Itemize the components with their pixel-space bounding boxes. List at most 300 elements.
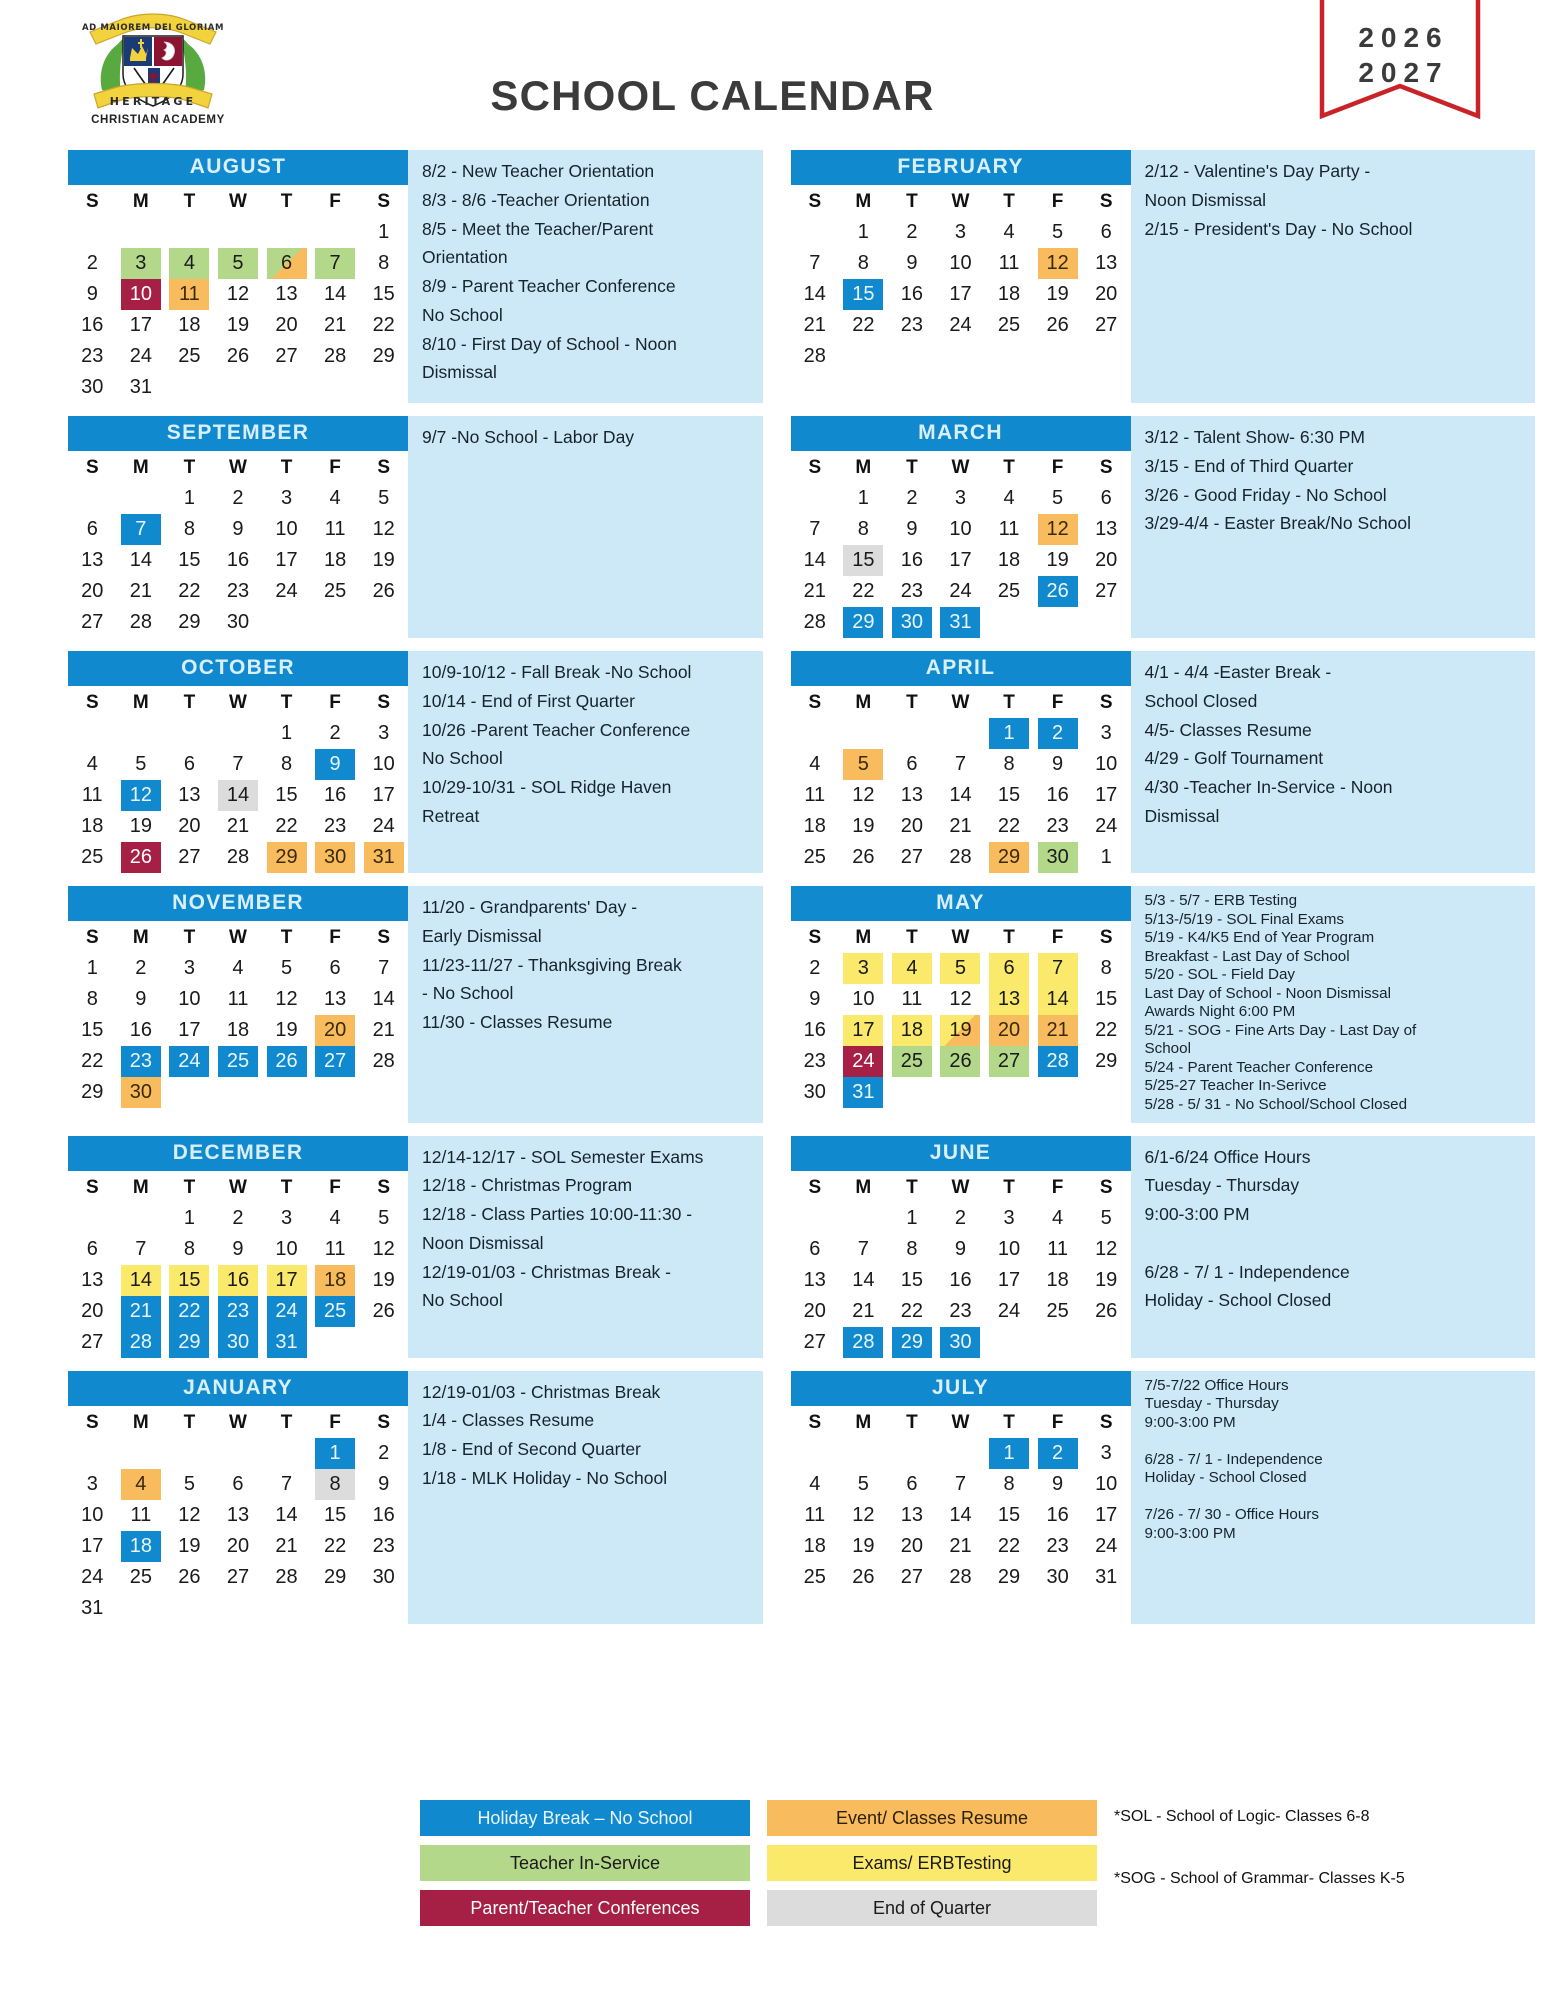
day-cell[interactable] <box>1082 984 1131 1015</box>
day-cell[interactable] <box>214 1327 263 1358</box>
day-cell[interactable] <box>839 1327 888 1358</box>
day-cell[interactable] <box>68 248 117 279</box>
day-cell[interactable] <box>936 1296 985 1327</box>
day-cell[interactable] <box>262 514 311 545</box>
day-cell[interactable] <box>1033 1015 1082 1046</box>
day-cell[interactable] <box>1082 1500 1131 1531</box>
day-cell[interactable] <box>1082 1046 1131 1077</box>
day-cell[interactable] <box>1033 279 1082 310</box>
day-cell[interactable] <box>262 780 311 811</box>
day-cell[interactable] <box>839 749 888 780</box>
day-cell[interactable] <box>262 1469 311 1500</box>
day-cell[interactable] <box>117 576 166 607</box>
day-cell[interactable] <box>1033 248 1082 279</box>
day-cell[interactable] <box>262 310 311 341</box>
day-cell[interactable] <box>839 1077 888 1108</box>
day-cell[interactable] <box>1033 780 1082 811</box>
day-cell[interactable] <box>117 372 166 403</box>
day-cell[interactable] <box>839 1500 888 1531</box>
day-cell[interactable] <box>117 607 166 638</box>
day-cell[interactable] <box>985 749 1034 780</box>
day-cell[interactable] <box>68 1562 117 1593</box>
day-cell[interactable] <box>311 953 360 984</box>
day-cell[interactable] <box>936 1265 985 1296</box>
day-cell[interactable] <box>117 341 166 372</box>
day-cell[interactable] <box>1033 217 1082 248</box>
day-cell[interactable] <box>359 842 408 873</box>
day-cell[interactable] <box>68 1046 117 1077</box>
day-cell[interactable] <box>791 749 840 780</box>
day-cell[interactable] <box>1033 514 1082 545</box>
day-cell[interactable] <box>791 1531 840 1562</box>
day-cell[interactable] <box>791 576 840 607</box>
day-cell[interactable] <box>936 1234 985 1265</box>
day-cell[interactable] <box>936 780 985 811</box>
day-cell[interactable] <box>791 1296 840 1327</box>
day-cell[interactable] <box>839 953 888 984</box>
day-cell[interactable] <box>839 1265 888 1296</box>
day-cell[interactable] <box>791 341 840 372</box>
day-cell[interactable] <box>1082 811 1131 842</box>
day-cell[interactable] <box>68 811 117 842</box>
day-cell[interactable] <box>262 1296 311 1327</box>
day-cell[interactable] <box>1082 1203 1131 1234</box>
day-cell[interactable] <box>985 1438 1034 1469</box>
day-cell[interactable] <box>985 248 1034 279</box>
day-cell[interactable] <box>117 514 166 545</box>
day-cell[interactable] <box>985 1469 1034 1500</box>
day-cell[interactable] <box>214 1500 263 1531</box>
day-cell[interactable] <box>311 1438 360 1469</box>
day-cell[interactable] <box>117 749 166 780</box>
day-cell[interactable] <box>985 1265 1034 1296</box>
day-cell[interactable] <box>262 749 311 780</box>
day-cell[interactable] <box>985 310 1034 341</box>
day-cell[interactable] <box>68 279 117 310</box>
day-cell[interactable] <box>165 842 214 873</box>
day-cell[interactable] <box>791 984 840 1015</box>
day-cell[interactable] <box>165 1046 214 1077</box>
day-cell[interactable] <box>1082 1265 1131 1296</box>
day-cell[interactable] <box>1033 1562 1082 1593</box>
day-cell[interactable] <box>985 780 1034 811</box>
day-cell[interactable] <box>359 1469 408 1500</box>
day-cell[interactable] <box>791 279 840 310</box>
day-cell[interactable] <box>791 1327 840 1358</box>
day-cell[interactable] <box>936 1500 985 1531</box>
day-cell[interactable] <box>359 576 408 607</box>
day-cell[interactable] <box>311 1469 360 1500</box>
day-cell[interactable] <box>1033 1234 1082 1265</box>
day-cell[interactable] <box>1082 310 1131 341</box>
day-cell[interactable] <box>359 1046 408 1077</box>
day-cell[interactable] <box>214 1265 263 1296</box>
day-cell[interactable] <box>888 780 937 811</box>
day-cell[interactable] <box>985 545 1034 576</box>
day-cell[interactable] <box>117 1562 166 1593</box>
day-cell[interactable] <box>888 248 937 279</box>
day-cell[interactable] <box>165 576 214 607</box>
day-cell[interactable] <box>262 1015 311 1046</box>
day-cell[interactable] <box>68 1077 117 1108</box>
day-cell[interactable] <box>117 953 166 984</box>
day-cell[interactable] <box>1033 953 1082 984</box>
day-cell[interactable] <box>117 248 166 279</box>
day-cell[interactable] <box>68 372 117 403</box>
day-cell[interactable] <box>214 545 263 576</box>
day-cell[interactable] <box>311 811 360 842</box>
day-cell[interactable] <box>165 341 214 372</box>
day-cell[interactable] <box>1082 842 1131 873</box>
day-cell[interactable] <box>214 1531 263 1562</box>
day-cell[interactable] <box>214 1203 263 1234</box>
day-cell[interactable] <box>985 1203 1034 1234</box>
day-cell[interactable] <box>1082 576 1131 607</box>
day-cell[interactable] <box>165 1531 214 1562</box>
day-cell[interactable] <box>68 1500 117 1531</box>
day-cell[interactable] <box>839 984 888 1015</box>
day-cell[interactable] <box>985 1046 1034 1077</box>
day-cell[interactable] <box>791 545 840 576</box>
day-cell[interactable] <box>68 953 117 984</box>
day-cell[interactable] <box>791 1077 840 1108</box>
day-cell[interactable] <box>1033 1438 1082 1469</box>
day-cell[interactable] <box>117 1015 166 1046</box>
day-cell[interactable] <box>359 1015 408 1046</box>
day-cell[interactable] <box>888 1327 937 1358</box>
day-cell[interactable] <box>1082 1562 1131 1593</box>
day-cell[interactable] <box>791 1562 840 1593</box>
day-cell[interactable] <box>214 749 263 780</box>
day-cell[interactable] <box>1033 1203 1082 1234</box>
day-cell[interactable] <box>68 514 117 545</box>
day-cell[interactable] <box>214 607 263 638</box>
day-cell[interactable] <box>214 780 263 811</box>
day-cell[interactable] <box>165 248 214 279</box>
day-cell[interactable] <box>165 514 214 545</box>
day-cell[interactable] <box>117 279 166 310</box>
day-cell[interactable] <box>165 780 214 811</box>
day-cell[interactable] <box>214 842 263 873</box>
day-cell[interactable] <box>1082 483 1131 514</box>
day-cell[interactable] <box>262 953 311 984</box>
day-cell[interactable] <box>985 953 1034 984</box>
day-cell[interactable] <box>214 811 263 842</box>
day-cell[interactable] <box>359 953 408 984</box>
day-cell[interactable] <box>311 1015 360 1046</box>
day-cell[interactable] <box>359 1562 408 1593</box>
day-cell[interactable] <box>888 576 937 607</box>
day-cell[interactable] <box>985 279 1034 310</box>
day-cell[interactable] <box>262 576 311 607</box>
day-cell[interactable] <box>117 1500 166 1531</box>
day-cell[interactable] <box>117 842 166 873</box>
day-cell[interactable] <box>1033 483 1082 514</box>
day-cell[interactable] <box>1082 718 1131 749</box>
day-cell[interactable] <box>359 545 408 576</box>
day-cell[interactable] <box>1033 718 1082 749</box>
day-cell[interactable] <box>985 483 1034 514</box>
day-cell[interactable] <box>839 279 888 310</box>
day-cell[interactable] <box>1033 1296 1082 1327</box>
day-cell[interactable] <box>1082 217 1131 248</box>
day-cell[interactable] <box>839 1562 888 1593</box>
day-cell[interactable] <box>888 217 937 248</box>
day-cell[interactable] <box>214 1469 263 1500</box>
day-cell[interactable] <box>359 514 408 545</box>
day-cell[interactable] <box>117 1531 166 1562</box>
day-cell[interactable] <box>1033 1469 1082 1500</box>
day-cell[interactable] <box>839 1469 888 1500</box>
day-cell[interactable] <box>791 842 840 873</box>
day-cell[interactable] <box>936 483 985 514</box>
day-cell[interactable] <box>359 248 408 279</box>
day-cell[interactable] <box>985 842 1034 873</box>
day-cell[interactable] <box>214 1234 263 1265</box>
day-cell[interactable] <box>888 1015 937 1046</box>
day-cell[interactable] <box>359 1531 408 1562</box>
day-cell[interactable] <box>936 1015 985 1046</box>
day-cell[interactable] <box>839 576 888 607</box>
day-cell[interactable] <box>359 279 408 310</box>
day-cell[interactable] <box>839 248 888 279</box>
day-cell[interactable] <box>311 1046 360 1077</box>
day-cell[interactable] <box>839 780 888 811</box>
day-cell[interactable] <box>791 514 840 545</box>
day-cell[interactable] <box>68 1234 117 1265</box>
day-cell[interactable] <box>359 1203 408 1234</box>
day-cell[interactable] <box>68 780 117 811</box>
day-cell[interactable] <box>791 953 840 984</box>
day-cell[interactable] <box>165 953 214 984</box>
day-cell[interactable] <box>359 483 408 514</box>
day-cell[interactable] <box>839 310 888 341</box>
day-cell[interactable] <box>214 984 263 1015</box>
day-cell[interactable] <box>68 310 117 341</box>
day-cell[interactable] <box>262 1562 311 1593</box>
day-cell[interactable] <box>839 514 888 545</box>
day-cell[interactable] <box>791 1500 840 1531</box>
day-cell[interactable] <box>262 842 311 873</box>
day-cell[interactable] <box>311 1203 360 1234</box>
day-cell[interactable] <box>165 1015 214 1046</box>
day-cell[interactable] <box>1082 780 1131 811</box>
day-cell[interactable] <box>888 842 937 873</box>
day-cell[interactable] <box>311 483 360 514</box>
day-cell[interactable] <box>888 1234 937 1265</box>
day-cell[interactable] <box>985 1296 1034 1327</box>
day-cell[interactable] <box>839 1531 888 1562</box>
day-cell[interactable] <box>214 483 263 514</box>
day-cell[interactable] <box>936 984 985 1015</box>
day-cell[interactable] <box>839 1234 888 1265</box>
day-cell[interactable] <box>165 749 214 780</box>
day-cell[interactable] <box>936 811 985 842</box>
day-cell[interactable] <box>165 1327 214 1358</box>
day-cell[interactable] <box>311 310 360 341</box>
day-cell[interactable] <box>165 483 214 514</box>
day-cell[interactable] <box>1033 1265 1082 1296</box>
day-cell[interactable] <box>311 279 360 310</box>
day-cell[interactable] <box>359 749 408 780</box>
day-cell[interactable] <box>311 341 360 372</box>
day-cell[interactable] <box>311 1234 360 1265</box>
day-cell[interactable] <box>68 1265 117 1296</box>
day-cell[interactable] <box>936 279 985 310</box>
day-cell[interactable] <box>359 984 408 1015</box>
day-cell[interactable] <box>262 1046 311 1077</box>
day-cell[interactable] <box>262 984 311 1015</box>
day-cell[interactable] <box>1082 514 1131 545</box>
day-cell[interactable] <box>117 1327 166 1358</box>
day-cell[interactable] <box>888 811 937 842</box>
day-cell[interactable] <box>888 1562 937 1593</box>
day-cell[interactable] <box>839 483 888 514</box>
day-cell[interactable] <box>791 811 840 842</box>
day-cell[interactable] <box>311 984 360 1015</box>
day-cell[interactable] <box>985 718 1034 749</box>
day-cell[interactable] <box>165 607 214 638</box>
day-cell[interactable] <box>985 1015 1034 1046</box>
day-cell[interactable] <box>936 607 985 638</box>
day-cell[interactable] <box>888 749 937 780</box>
day-cell[interactable] <box>359 341 408 372</box>
day-cell[interactable] <box>985 811 1034 842</box>
day-cell[interactable] <box>888 514 937 545</box>
day-cell[interactable] <box>888 1531 937 1562</box>
day-cell[interactable] <box>214 1562 263 1593</box>
day-cell[interactable] <box>165 279 214 310</box>
day-cell[interactable] <box>1082 1296 1131 1327</box>
day-cell[interactable] <box>839 842 888 873</box>
day-cell[interactable] <box>936 749 985 780</box>
day-cell[interactable] <box>117 984 166 1015</box>
day-cell[interactable] <box>985 217 1034 248</box>
day-cell[interactable] <box>262 1265 311 1296</box>
day-cell[interactable] <box>68 1469 117 1500</box>
day-cell[interactable] <box>359 310 408 341</box>
day-cell[interactable] <box>985 1562 1034 1593</box>
day-cell[interactable] <box>117 1296 166 1327</box>
day-cell[interactable] <box>68 576 117 607</box>
day-cell[interactable] <box>165 1469 214 1500</box>
day-cell[interactable] <box>791 1046 840 1077</box>
day-cell[interactable] <box>262 1531 311 1562</box>
day-cell[interactable] <box>68 1015 117 1046</box>
day-cell[interactable] <box>985 1531 1034 1562</box>
day-cell[interactable] <box>359 1500 408 1531</box>
day-cell[interactable] <box>214 514 263 545</box>
day-cell[interactable] <box>214 310 263 341</box>
day-cell[interactable] <box>117 545 166 576</box>
day-cell[interactable] <box>936 1531 985 1562</box>
day-cell[interactable] <box>68 1327 117 1358</box>
day-cell[interactable] <box>214 1296 263 1327</box>
day-cell[interactable] <box>117 1077 166 1108</box>
day-cell[interactable] <box>165 811 214 842</box>
day-cell[interactable] <box>262 545 311 576</box>
day-cell[interactable] <box>1033 984 1082 1015</box>
day-cell[interactable] <box>214 341 263 372</box>
day-cell[interactable] <box>936 576 985 607</box>
day-cell[interactable] <box>68 842 117 873</box>
day-cell[interactable] <box>359 1265 408 1296</box>
day-cell[interactable] <box>311 718 360 749</box>
day-cell[interactable] <box>311 1531 360 1562</box>
day-cell[interactable] <box>165 1500 214 1531</box>
day-cell[interactable] <box>985 1234 1034 1265</box>
day-cell[interactable] <box>165 1265 214 1296</box>
day-cell[interactable] <box>936 217 985 248</box>
day-cell[interactable] <box>888 607 937 638</box>
day-cell[interactable] <box>936 248 985 279</box>
day-cell[interactable] <box>214 1015 263 1046</box>
day-cell[interactable] <box>1033 545 1082 576</box>
day-cell[interactable] <box>165 1234 214 1265</box>
day-cell[interactable] <box>262 279 311 310</box>
day-cell[interactable] <box>936 842 985 873</box>
day-cell[interactable] <box>311 1296 360 1327</box>
day-cell[interactable] <box>888 984 937 1015</box>
day-cell[interactable] <box>936 1203 985 1234</box>
day-cell[interactable] <box>117 310 166 341</box>
day-cell[interactable] <box>791 1265 840 1296</box>
day-cell[interactable] <box>68 984 117 1015</box>
day-cell[interactable] <box>1082 1531 1131 1562</box>
day-cell[interactable] <box>359 1234 408 1265</box>
day-cell[interactable] <box>311 1265 360 1296</box>
day-cell[interactable] <box>936 1327 985 1358</box>
day-cell[interactable] <box>359 217 408 248</box>
day-cell[interactable] <box>839 217 888 248</box>
day-cell[interactable] <box>68 341 117 372</box>
day-cell[interactable] <box>68 1296 117 1327</box>
day-cell[interactable] <box>936 953 985 984</box>
day-cell[interactable] <box>117 1469 166 1500</box>
day-cell[interactable] <box>936 310 985 341</box>
day-cell[interactable] <box>262 483 311 514</box>
day-cell[interactable] <box>1082 1234 1131 1265</box>
day-cell[interactable] <box>68 749 117 780</box>
day-cell[interactable] <box>839 607 888 638</box>
day-cell[interactable] <box>214 1046 263 1077</box>
day-cell[interactable] <box>359 811 408 842</box>
day-cell[interactable] <box>165 1562 214 1593</box>
day-cell[interactable] <box>262 1327 311 1358</box>
day-cell[interactable] <box>117 1234 166 1265</box>
day-cell[interactable] <box>1082 1438 1131 1469</box>
day-cell[interactable] <box>311 514 360 545</box>
day-cell[interactable] <box>262 1500 311 1531</box>
day-cell[interactable] <box>888 483 937 514</box>
day-cell[interactable] <box>888 1046 937 1077</box>
day-cell[interactable] <box>888 1469 937 1500</box>
day-cell[interactable] <box>1033 1500 1082 1531</box>
day-cell[interactable] <box>262 248 311 279</box>
day-cell[interactable] <box>839 1046 888 1077</box>
day-cell[interactable] <box>262 1234 311 1265</box>
day-cell[interactable] <box>888 279 937 310</box>
day-cell[interactable] <box>214 576 263 607</box>
day-cell[interactable] <box>68 545 117 576</box>
day-cell[interactable] <box>936 1046 985 1077</box>
day-cell[interactable] <box>214 248 263 279</box>
day-cell[interactable] <box>839 1015 888 1046</box>
day-cell[interactable] <box>262 811 311 842</box>
day-cell[interactable] <box>311 545 360 576</box>
day-cell[interactable] <box>888 1296 937 1327</box>
day-cell[interactable] <box>936 1469 985 1500</box>
